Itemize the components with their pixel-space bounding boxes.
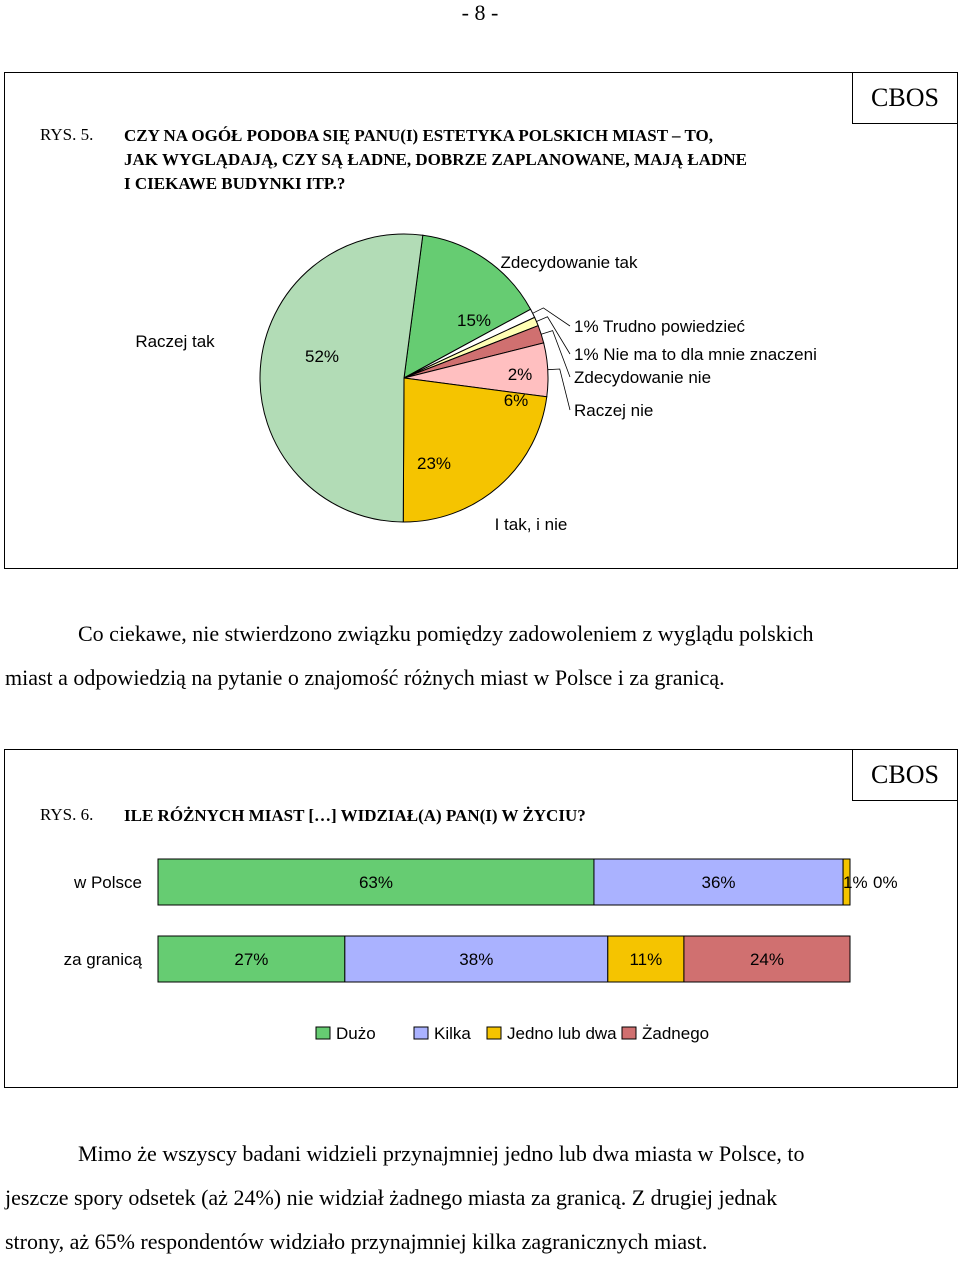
bar-category-label-za-granic-: za granicą bbox=[63, 950, 142, 969]
figure-5-title-line: JAK WYGLĄDAJĄ, CZY SĄ ŁADNE, DOBRZE ZAPLANOWANE, MAJĄ ŁADNE bbox=[124, 150, 747, 169]
paragraph-1 bbox=[5, 612, 955, 700]
pie-value-label: 23% bbox=[416, 454, 452, 473]
paragraph-line: Co ciekawe, nie stwierdzono związku pomiędzy zadowoleniem z wyglądu polskich bbox=[78, 621, 814, 646]
figure-6-number: RYS. 6. bbox=[40, 805, 94, 824]
page-number: - 8 - bbox=[461, 0, 499, 25]
paragraph-2 bbox=[5, 1132, 955, 1264]
paragraph-line: jeszcze spory odsetek (aż 24%) nie widział żadnego miasta za granicą. Z drugiej jednak bbox=[5, 1185, 778, 1210]
pie-slice-raczej-tak bbox=[260, 234, 423, 522]
legend-swatch bbox=[487, 1027, 501, 1039]
pie-category-label: Zdecydowanie tak bbox=[500, 253, 638, 272]
figure-5-title-line: CZY NA OGÓŁ PODOBA SIĘ PANU(I) ESTETYKA POLSKICH MIAST – TO, bbox=[124, 126, 713, 145]
pie-leader-line bbox=[548, 369, 570, 410]
pie-category-label: Raczej nie bbox=[574, 401, 654, 420]
pie-category-label: 1% Trudno powiedzieć bbox=[574, 317, 746, 336]
cbos-source-text: CBOS bbox=[871, 760, 939, 789]
bar-value-label: 36% bbox=[701, 873, 736, 892]
pie-value-label: 52% bbox=[304, 347, 340, 366]
legend-label: Jedno lub dwa bbox=[507, 1024, 617, 1043]
paragraph-line: strony, aż 65% respondentów widziało przynajmniej kilka zagranicznych miast. bbox=[5, 1229, 708, 1254]
figure-5-title-line: I CIEKAWE BUDYNKI ITP.? bbox=[124, 174, 346, 193]
pie-value-label: 2% bbox=[507, 365, 533, 384]
paragraph-line: miast a odpowiedzią na pytanie o znajomość różnych miast w Polsce i za granicą. bbox=[5, 665, 725, 690]
bar-value-label: 27% bbox=[234, 950, 269, 969]
bar-value-label: 0% bbox=[873, 873, 898, 892]
bar-category-label-w-polsce: w Polsce bbox=[73, 873, 142, 892]
pie-category-label: 1% Nie ma to dla mnie znaczeni bbox=[574, 345, 817, 364]
legend-swatch bbox=[414, 1027, 428, 1039]
figure-5-number: RYS. 5. bbox=[40, 125, 94, 144]
legend-swatch bbox=[622, 1027, 636, 1039]
bar-value-label: 63% bbox=[358, 873, 393, 892]
pie-category-label: I tak, i nie bbox=[494, 515, 568, 534]
bar-value-label: 24% bbox=[749, 950, 784, 969]
pie-value-label: 6% bbox=[503, 391, 529, 410]
legend-label: Dużo bbox=[336, 1024, 376, 1043]
pie-chart bbox=[4, 72, 958, 569]
pie-category-label: Raczej tak bbox=[135, 332, 215, 351]
legend-label: Żadnego bbox=[642, 1024, 710, 1043]
stacked-bar-chart bbox=[4, 749, 958, 1088]
pie-value-label: 15% bbox=[456, 311, 492, 330]
figure-6-title: ILE RÓŻNYCH MIAST […] WIDZIAŁ(A) PAN(I) W ŻYCIU? bbox=[124, 806, 586, 825]
legend-swatch bbox=[316, 1027, 330, 1039]
pie-category-label: Zdecydowanie nie bbox=[574, 368, 712, 387]
paragraph-line: Mimo że wszyscy badani widzieli przynajmniej jedno lub dwa miasta w Polsce, to bbox=[78, 1141, 805, 1166]
bar-value-label: 38% bbox=[459, 950, 494, 969]
legend-label: Kilka bbox=[434, 1024, 471, 1043]
bar-value-label: 1% bbox=[843, 873, 868, 892]
bar-value-label: 11% bbox=[629, 950, 663, 969]
cbos-source-text: CBOS bbox=[871, 83, 939, 112]
